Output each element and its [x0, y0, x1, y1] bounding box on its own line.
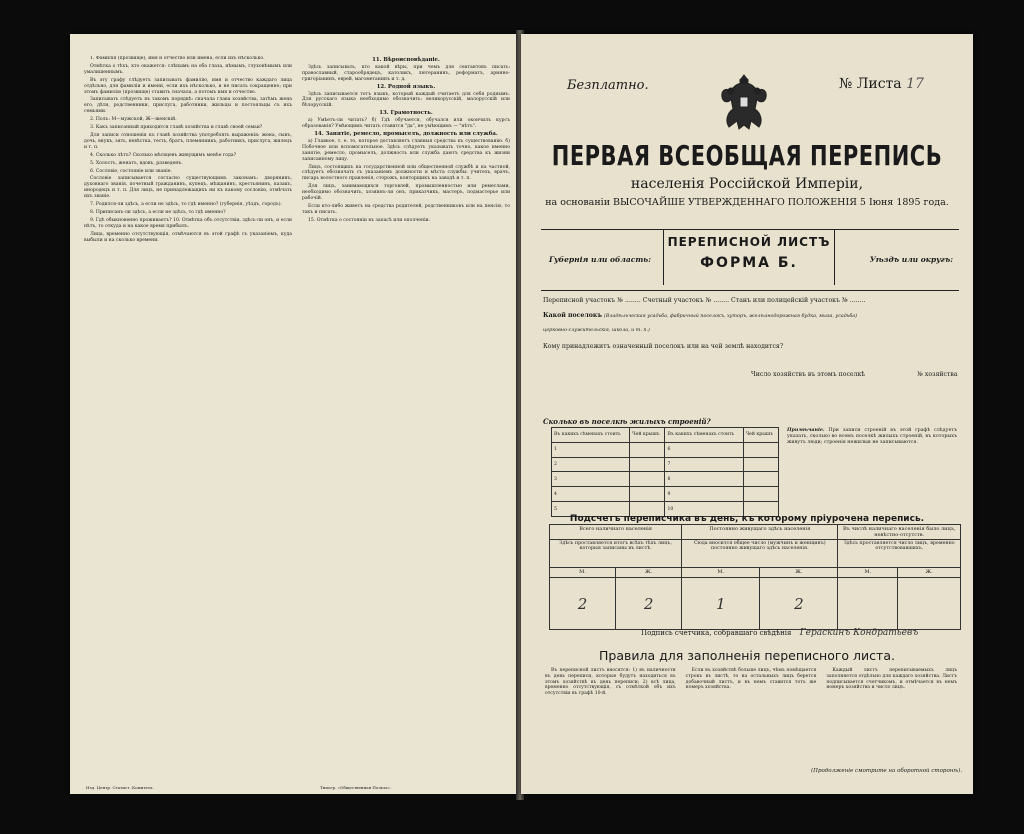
uezd-label: Уѣздъ или округъ: [869, 255, 953, 264]
tbl1-row: 2 [552, 457, 630, 472]
tbl1-header-1: Въ какихъ сѣменахъ стоить [552, 428, 630, 443]
sum-sub-absent: Здѣсь проставляется число лицъ, временно отсутствовавшихъ. [838, 540, 961, 568]
paragraph: 5. Холостъ, женатъ, вдовъ, разведенъ. [90, 160, 183, 166]
sum-sub-permanent: Сюда вносится общее число (мужчинъ и женщинъ) постоянно живущаго здѣсь населенія. [682, 540, 838, 568]
tbl1-row: 4 [552, 487, 630, 502]
paragraph: 9. Гдѣ обыкновенно проживаетъ? 10. Отмѣтка объ отсутствіи, здѣсь-ли онъ, и если нѣтъ, то откуда и на какое время прибылъ. [84, 217, 292, 229]
tbl1-row: 9 [665, 487, 743, 502]
left-footer-printer: Типогр. «Общественная Польза». [320, 785, 392, 790]
paragraph: Для записи отношенія къ главѣ хозяйства употреблять выраженія: жена, сынъ, дочь, внукъ, зять, невѣстка, тесть, братъ, племянникъ, работникъ, прислуга, жилецъ и т. п. [84, 132, 292, 150]
rules-col-3: Каждый листъ переписываемыхъ лицъ заполняется отдѣльно для каждаго хозяйства. Листъ подписывается счетчикомъ, и отмѣчается въ немъ номеръ хозяйства и число лицъ. [826, 668, 958, 691]
buildings-note [787, 427, 957, 446]
col-m: М. [682, 568, 760, 578]
sum-header-present: Всего наличнаго населенія [550, 525, 682, 540]
divider-mid [541, 290, 959, 291]
tbl1-row: 3 [552, 472, 630, 487]
sheet-number-value: 17 [906, 76, 924, 92]
paragraph: Лица, временно отсутствующія, отмѣчаются въ этой графѣ съ указаніемъ, куда выбыли и на сколько времени. [84, 231, 292, 243]
buildings-table [551, 427, 779, 517]
rules-continued: (Продолженіе смотрите на оборотной сторонѣ). [811, 768, 963, 774]
sum-sub-present: Здѣсь проставляется итогъ всѣхъ тѣхъ лицъ, которыя записаны въ листѣ. [550, 540, 682, 568]
paragraph: 7. Родился-ли здѣсь, а если не здѣсь, то гдѣ именно? (губернія, уѣздъ, городъ). [90, 202, 282, 208]
absent-male-value [838, 578, 898, 630]
right-page [521, 34, 973, 794]
rules-col-2: Если въ хозяйствѣ больше лицъ, чѣмъ помѣщается строкъ въ листѣ, то на остальныхъ лицъ берется добавочный листъ, и въ немъ ставится тотъ же номеръ хозяйства. [685, 668, 817, 691]
paragraph: Въ эту графу слѣдуетъ записывать фамилію, имя и отчество каждаго лица отдѣльно, для фамиліи и имени, если ихъ нѣсколько, и не писать сокращенно; при этомъ фамилію (прозвище) ставить сначала, а потомъ имя и отчество. [84, 77, 292, 95]
left-footer-imprint: Изд. Центр. Статист. Комитета. [86, 785, 154, 790]
signature-label: Подпись счетчика, собравшаго свѣдѣнія [641, 629, 792, 637]
tbl1-row: 6 [665, 442, 743, 457]
col-m: М. [838, 568, 898, 578]
paragraph: а) Умѣетъ-ли читать? б) Гдѣ обучается, обучался или окончилъ курсъ образованія? Умѣющимъ читать ставится "да", не умѣющимъ — "нѣтъ". [302, 118, 510, 130]
sheet-number-label: № Листа [839, 76, 902, 92]
note-title: Примѣчаніе. [787, 427, 825, 433]
buildings-question: Сколько въ поселкѣ жилыхъ строеній? [543, 417, 711, 426]
paragraph: Здѣсь записывать, кто какой вѣры, при чемъ для сектантовъ писать: православный, старообрядецъ, католикъ, лютеранинъ, реформатъ, армяно-григоріанинъ, еврей, магометанинъ и т. д. [302, 64, 510, 82]
col-zh: Ж. [760, 568, 838, 578]
paragraph: 6. Сословіе, состояніе или званіе. [90, 168, 172, 174]
paragraph: Если кто-либо живетъ на средства родителей, родственниковъ или на пенсію, то такъ и писать. [302, 203, 510, 215]
settlement-line [543, 312, 959, 319]
tbl1-row: 10 [665, 502, 743, 517]
paragraph: Лицъ, состоящихъ на государственной или общественной службѣ и на частной, слѣдуетъ обозначать съ указаніемъ должности и мѣста службы: учитель, врачъ, писарь волостного правленія, сторожъ, конторщикъ на заводѣ и т. п. [302, 164, 510, 182]
household-number-label: № хозяйства [917, 371, 958, 378]
rules-text [545, 668, 957, 697]
summary-title: Подсчетъ переписчика въ день, къ которому пріурочена перепись. [569, 514, 925, 524]
summary-table [549, 524, 961, 630]
owner-line: Кому принадлежитъ означенный поселокъ или на чей землѣ находится? [543, 343, 784, 350]
left-column-1 [84, 56, 292, 776]
households-line [751, 371, 959, 378]
tbl1-header-2: Чей крышъ [630, 428, 665, 443]
section-heading: 13. Грамотность. [379, 110, 433, 117]
paragraph: Отмѣтка о тѣхъ, кто окажется: слѣпымъ на оба глаза, нѣмымъ, глухонѣмымъ или умалишеннымъ. [84, 63, 292, 75]
section-heading: 14. Занятіе, ремесло, промыселъ, должность или служба. [314, 130, 498, 137]
settlement-note-2: церковно-служительскія, школа, и т. п.) [543, 328, 650, 333]
tbl1-row: 1 [552, 442, 630, 457]
form-label: ФОРМА Б. [700, 255, 798, 271]
paragraph: 4. Сколько лѣтъ? Сколько мѣсяцевъ живущимъ менѣе года? [90, 152, 237, 158]
tbl1-header-3: Въ какихъ сѣменахъ стоить [665, 428, 743, 443]
absent-female-value [898, 578, 961, 630]
rules-title: Правила для заполненія переписного листа. [599, 648, 895, 663]
tbl1-header-4: Чей крышъ [743, 428, 778, 443]
tbl1-row: 5 [552, 502, 630, 517]
signature-name: Гераскинъ Кондратьевъ [799, 628, 919, 638]
paragraph: 3. Какъ записанный приходится главѣ хозяйства и главѣ своей семьи? [90, 125, 263, 131]
left-page [70, 34, 520, 794]
sum-header-permanent: Постоянно живущаго здѣсь населенія [682, 525, 838, 540]
paragraph: а) Главное, т. е. то, которое доставляетъ главныя средства къ существованію. б) Побочное или вспомогательное. Здѣсь слѣдуетъ указывать точно, какое именно занятіе, ремесло, промыселъ, должность или служба даютъ средства къ жизни записанному лицу. [302, 138, 510, 162]
paragraph: 15. Отмѣтка о состояніи въ запасѣ или ополченіи. [308, 217, 431, 223]
paragraph: 1. Фамилія (прозвище), имя и отчество или имена, если ихъ нѣсколько. [90, 56, 265, 61]
paragraph: 2. Полъ: М—мужской, Ж—женскій. [90, 117, 177, 123]
col-zh: Ж. [898, 568, 961, 578]
present-male-value: 2 [550, 578, 616, 630]
paragraph: Записывать слѣдуетъ въ такомъ порядкѣ: сначала глава хозяйства, затѣмъ жена его, дѣти, родственники, прислуга, работники, жильцы и постояльцы съ ихъ семьями. [84, 97, 292, 115]
section-heading: 12. Родной языкъ. [376, 83, 436, 90]
permanent-male-value: 1 [682, 578, 760, 630]
census-title: ПЕРВАЯ ВСЕОБЩАЯ ПЕРЕПИСЬ [551, 140, 943, 172]
sheet-number-field [839, 76, 924, 92]
district-line: Переписной участокъ № ........ Счетный участокъ № ........ Станъ или полицейскій участокъ № ........ [543, 297, 866, 304]
households-label: Число хозяйствъ въ этомъ поселкѣ [751, 371, 866, 378]
note-text: При записи строеній въ этой графѣ слѣдуетъ указать, сколько во всемъ поселкѣ жилыхъ строеній, въ которыхъ живутъ люди; строенія нежилыя не записываются. [787, 428, 957, 445]
signature-line [641, 628, 918, 638]
settlement-note: (Владѣльческая усадьба, фабричный поселокъ, хуторъ, желѣзнодорожная будка, мыза, усадьба) [604, 314, 858, 319]
census-subtitle: населенія Россійской Имперіи, [630, 176, 864, 192]
paragraph: Для лицъ, занимающихся торговлей, промышленностью или ремеслами, необходимо обозначить, хозяинъ-ли онъ, приказчикъ, мастеръ, подмастерье или рабочій. [302, 184, 510, 202]
paragraph: Сословіе записывается согласно существующимъ законамъ: дворянинъ, духовнаго званія, почетный гражданинъ, купецъ, мѣщанинъ, крестьянинъ, казакъ, инородецъ и т. п. Для лицъ, не принадлежащихъ ни къ какому сословію, отмѣчать ихъ званіе. [84, 176, 292, 200]
paragraph: 8. Приписанъ-ли здѣсь, а если не здѣсь, то гдѣ именно? [90, 209, 226, 215]
double-headed-eagle-emblem [719, 69, 769, 137]
list-title-box [663, 229, 835, 285]
settlement-label: Какой поселокъ [543, 312, 603, 319]
col-zh: Ж. [616, 568, 682, 578]
free-label: Безплатно. [567, 78, 649, 93]
col-m: М. [550, 568, 616, 578]
list-header [541, 229, 959, 289]
list-title: ПЕРЕПИСНОЙ ЛИСТЪ [667, 235, 831, 249]
paragraph: Здѣсь записывается тотъ языкъ, который каждый считаетъ для себя роднымъ. Для русскаго языка необходимо обозначить: великорусскій, малорусскій или бѣлорусскій. [302, 91, 510, 109]
guberniya-label: Губернія или область: [549, 255, 651, 264]
census-legal-basis: на основаніи ВЫСОЧАЙШЕ УТВЕРЖДЕННАГО ПОЛОЖЕНІЯ 5 Іюня 1895 года. [545, 197, 949, 208]
tbl1-row: 7 [665, 457, 743, 472]
present-female-value: 2 [616, 578, 682, 630]
sum-header-absent: Въ числѣ наличнаго населенія было лицъ, невѣстно-отсутств. [838, 525, 961, 540]
rules-col-1: Въ переписной листъ вносятся: 1) въ наличности въ день переписи, которые будутъ находиться въ этомъ хозяйствѣ въ день переписи; 2) всѣ лица, временно отсутствующія, съ отмѣткой объ ихъ отсутствіи въ графѣ 10-й. [545, 668, 676, 697]
section-heading: 11. Вѣроисповѣданіе. [372, 57, 440, 63]
left-column-2 [302, 56, 510, 776]
tbl1-row: 8 [665, 472, 743, 487]
permanent-female-value: 2 [760, 578, 838, 630]
